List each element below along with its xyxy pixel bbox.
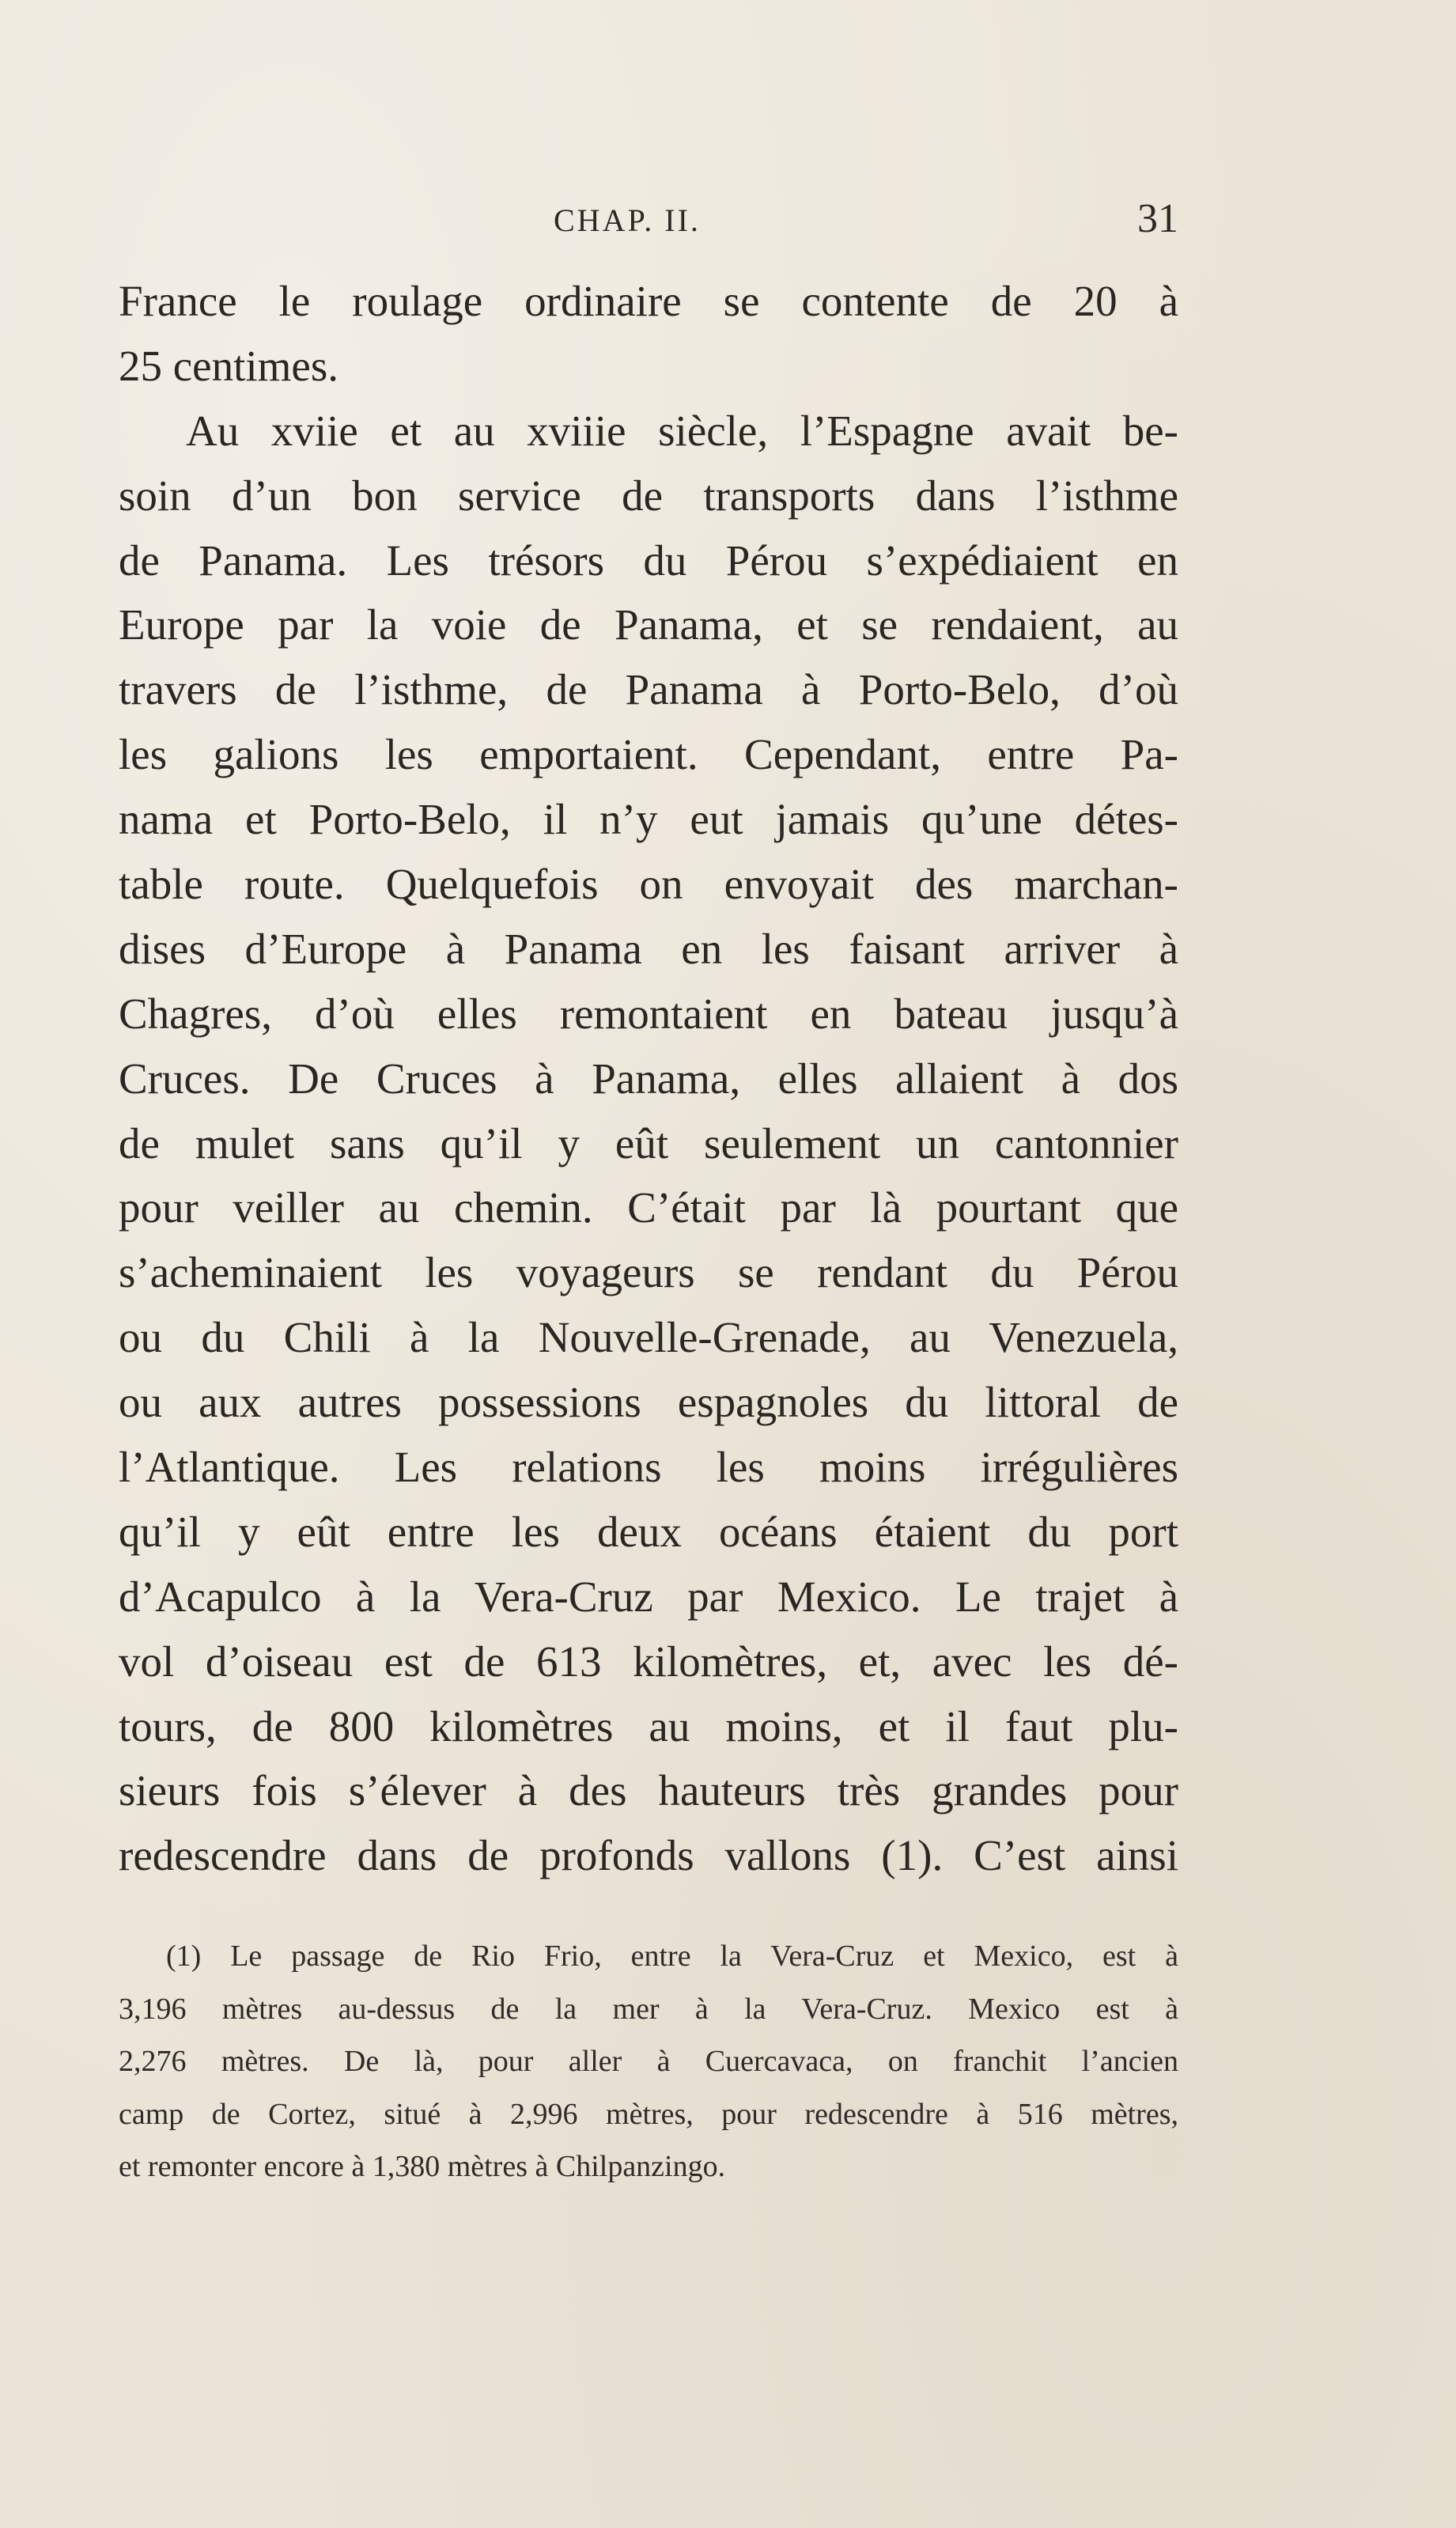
running-head: CHAP. II. [554, 202, 701, 238]
body-line: France le roulage ordinaire se contente de 20 à [119, 277, 1178, 325]
footnote-line: 3,196 mètres au-dessus de la mer à la Vera-Cruz. Mexico est à [119, 1992, 1178, 2026]
body-line: Cruces. De Cruces à Panama, elles allaient à dos [119, 1054, 1178, 1103]
footnote-line: 2,276 mètres. De là, pour aller à Cuercavaca, on franchit l’ancien [119, 2045, 1178, 2079]
page-number: 31 [1137, 196, 1178, 241]
footnote-line: (1) Le passage de Rio Frio, entre la Vera-Cruz et Mexico, est à [166, 1940, 1178, 1973]
footnote-line: et remonter encore à 1,380 mètres à Chilpanzingo. [119, 2150, 726, 2184]
body-line: s’acheminaient les voyageurs se rendant du Pérou [119, 1248, 1178, 1297]
body-line: Europe par la voie de Panama, et se rendaient, au [119, 600, 1178, 649]
body-text [119, 269, 1178, 1888]
body-line: travers de l’isthme, de Panama à Porto-Belo, d’où [119, 665, 1178, 714]
body-line: ou aux autres possessions espagnoles du littoral de [119, 1378, 1178, 1427]
body-line: table route. Quelquefois on envoyait des marchan- [119, 860, 1178, 909]
body-line: Au xviie et au xviiie siècle, l’Espagne avait be- [186, 406, 1178, 455]
body-line: de mulet sans qu’il y eût seulement un cantonnier [119, 1118, 1178, 1167]
body-line: les galions les emportaient. Cependant, entre Pa- [119, 730, 1178, 779]
body-line: sieurs fois s’élever à des hauteurs très grandes pour [119, 1766, 1178, 1815]
body-line: qu’il y eût entre les deux océans étaient du port [119, 1507, 1178, 1556]
body-line: vol d’oiseau est de 613 kilomètres, et, avec les dé- [119, 1637, 1178, 1686]
body-line: Chagres, d’où elles remontaient en bateau jusqu’à [119, 989, 1178, 1038]
footnote [119, 1930, 1178, 2193]
body-line: ou du Chili à la Nouvelle-Grenade, au Venezuela, [119, 1313, 1178, 1362]
body-line: de Panama. Les trésors du Pérou s’expédiaient en [119, 535, 1178, 585]
body-line: pour veiller au chemin. C’était par là pourtant que [119, 1183, 1178, 1232]
body-line: dises d’Europe à Panama en les faisant arriver à [119, 924, 1178, 973]
body-line: tours, de 800 kilomètres au moins, et il faut plu- [119, 1701, 1178, 1750]
body-line: d’Acapulco à la Vera-Cruz par Mexico. Le trajet à [119, 1572, 1178, 1621]
body-line: 25 centimes. [119, 341, 338, 390]
body-line: redescendre dans de profonds vallons (1). C’est ainsi [119, 1831, 1178, 1880]
page-header [119, 196, 1178, 257]
body-line: soin d’un bon service de transports dans l’isthme [119, 471, 1178, 520]
body-line: l’Atlantique. Les relations les moins irrégulières [119, 1443, 1178, 1492]
body-line: nama et Porto-Belo, il n’y eut jamais qu’une détes- [119, 795, 1178, 844]
footnote-line: camp de Cortez, situé à 2,996 mètres, pour redescendre à 516 mètres, [119, 2097, 1178, 2131]
